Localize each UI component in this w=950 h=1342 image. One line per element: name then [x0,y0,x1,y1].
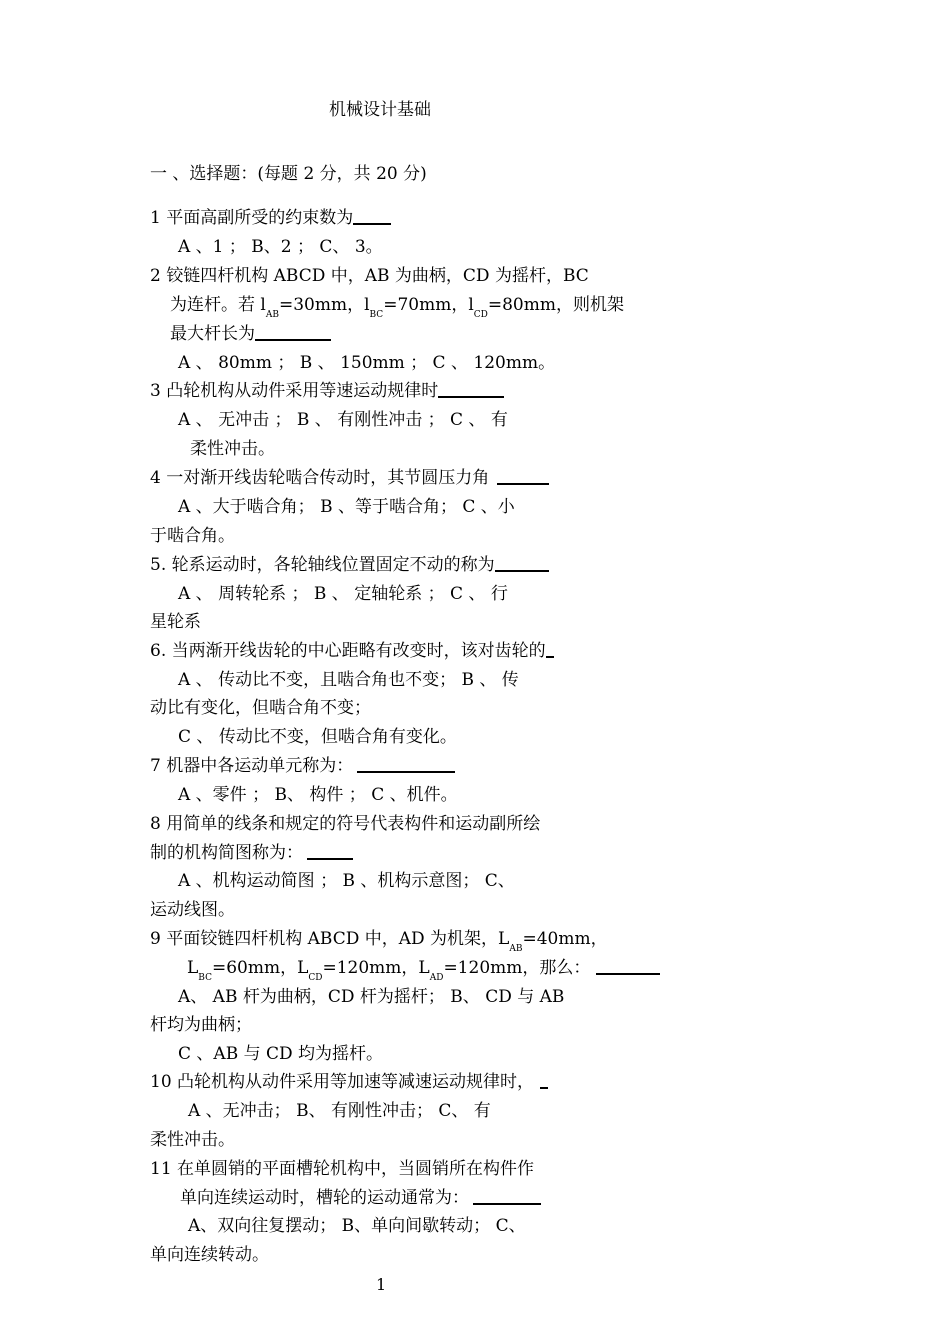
question-5 [150,554,620,576]
q2-text: 为连杆。若 l [170,295,266,315]
q8-text: 制的机构简图称为： [150,843,303,863]
question-9-options-2: C 、AB 与 CD 均为摇杆。 [178,1044,384,1064]
answer-blank [596,957,660,975]
question-10-continuation: 柔性冲击。 [150,1130,235,1150]
subscript: AB [265,310,279,320]
q9-text: =60mm，L [211,958,309,978]
q2-text: =30mm，l [278,295,370,315]
answer-blank [255,323,331,341]
answer-blank [353,207,391,225]
question-5-stem: 5. 轮系运动时，各轮轴线位置固定不动的称为 [150,555,495,575]
question-8-line-2 [150,842,620,864]
question-3-options: A 、 无冲击 ； B 、 有刚性冲击 ； C 、 有 [178,410,508,430]
answer-blank [438,380,504,398]
question-5-continuation: 星轮系 [150,612,201,632]
question-6-continuation: 动比有变化，但啮合角不变； [150,698,371,718]
question-1 [150,207,620,229]
question-11-line-1: 11 在单圆销的平面槽轮机构中，当圆销所在构件作 [150,1159,535,1179]
q9-text: =40mm， [522,929,608,949]
q11-text: 单向连续运动时，槽轮的运动通常为： [180,1188,469,1208]
subscript: AD [429,973,444,983]
subscript: CD [473,310,488,320]
question-3-continuation: 柔性冲击。 [190,439,275,459]
question-4-continuation: 于啮合角。 [150,526,235,546]
question-10-options: A 、无冲击； B、 有刚性冲击； C、 有 [188,1101,491,1121]
question-8-line-1: 8 用简单的线条和规定的符号代表构件和运动副所绘 [150,814,541,834]
section-heading: 一 、选择题：(每题 2 分，共 20 分) [150,164,427,184]
question-4 [150,467,620,489]
q9-text: =120mm，那么： [443,958,591,978]
q9-text: L [187,958,199,978]
question-1-options: A 、1 ； B、2 ； C、 3。 [178,237,383,257]
question-9-line-2 [187,957,657,989]
question-1-stem: 1 平面高副所受的约束数为 [150,208,354,228]
question-6 [150,640,620,662]
question-4-options: A 、大于啮合角； B 、等于啮合角； C 、小 [178,497,515,517]
q2-text: =70mm，l [383,295,474,315]
question-11-line-2 [180,1187,650,1209]
question-6-options-2: C 、 传动比不变，但啮合角有变化。 [178,727,457,747]
answer-blank [307,842,353,860]
q9-text: 9 平面铰链四杆机构 ABCD 中，AD 为机架，L [150,929,510,949]
answer-blank [357,755,455,773]
question-2-line-2 [170,294,640,326]
answer-blank [473,1187,541,1205]
question-9-line-1 [150,928,620,960]
q2-text: =80mm，则机架 [487,295,624,315]
page-number: 1 [376,1275,387,1294]
question-11-continuation: 单向连续转动。 [150,1245,269,1265]
question-10 [150,1071,620,1093]
answer-blank [540,1071,548,1089]
question-2-line-3 [170,323,640,345]
question-10-stem: 10 凸轮机构从动件采用等加速等减速运动规律时， [150,1072,535,1092]
question-9-continuation: 杆均为曲柄； [150,1015,252,1035]
question-7 [150,755,620,777]
q9-text: =120mm，L [322,958,430,978]
document-title: 机械设计基础 [329,100,431,120]
question-6-stem: 6. 当两渐开线齿轮的中心距略有改变时，该对齿轮的 [150,641,546,661]
question-7-options: A 、零件 ； B、 构件 ； C 、机件。 [178,785,458,805]
question-3-stem: 3 凸轮机构从动件采用等速运动规律时 [150,381,439,401]
question-3 [150,380,620,402]
question-8-continuation: 运动线图。 [150,900,235,920]
question-8-options: A 、机构运动简图 ； B 、机构示意图； C、 [178,871,515,891]
question-9-options-1: A、 AB 杆为曲柄，CD 杆为摇杆； B、 CD 与 AB [178,987,565,1007]
answer-blank [546,640,554,658]
answer-blank [495,554,549,572]
question-4-stem: 4 一对渐开线齿轮啮合传动时，其节圆压力角 [150,468,490,488]
answer-blank [497,467,549,485]
question-7-stem: 7 机器中各运动单元称为： [150,756,354,776]
subscript: BC [198,973,212,983]
question-2-line-1: 2 铰链四杆机构 ABCD 中，AB 为曲柄，CD 为摇杆，BC [150,266,589,286]
subscript: CD [308,973,323,983]
question-5-options: A 、 周转轮系 ； B 、 定轴轮系 ； C 、 行 [178,584,508,604]
subscript: AB [509,944,523,954]
subscript: BC [369,310,384,320]
question-6-options-1: A 、 传动比不变，且啮合角也不变； B 、 传 [178,670,519,690]
question-11-options: A、双向往复摆动； B、单向间歇转动； C、 [188,1216,526,1236]
q2-text: 最大杆长为 [170,324,255,344]
question-2-options: A 、 80mm ； B 、 150mm ； C 、 120mm。 [178,353,556,373]
